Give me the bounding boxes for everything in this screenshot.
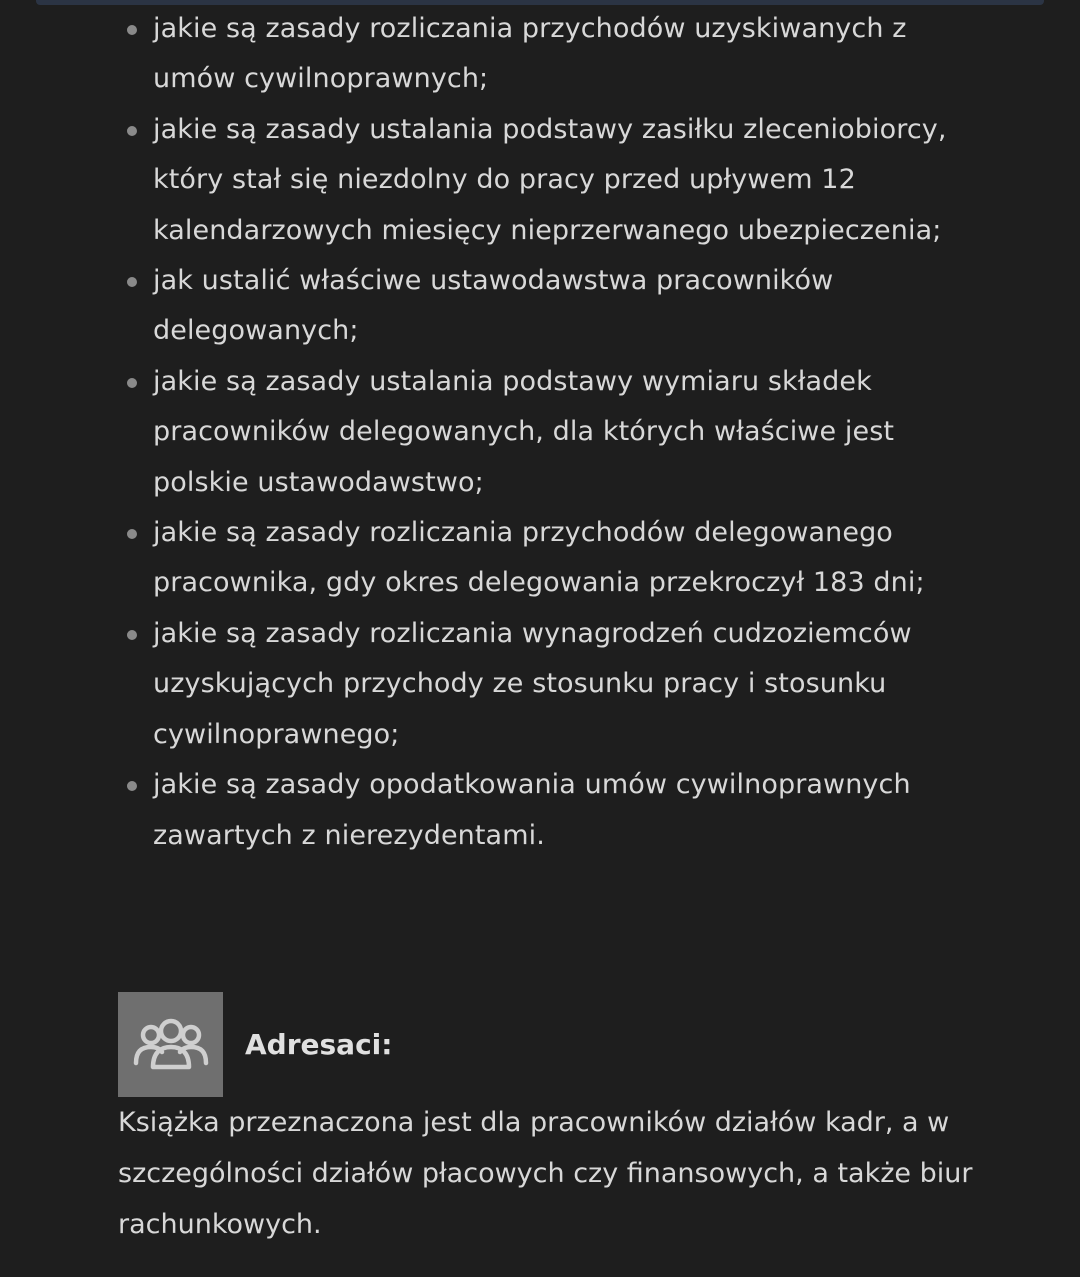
bullet-dot [127,378,137,388]
list-item-text: jakie są zasady opodatkowania umów cywilnoprawnych zawartych z nierezydentami. [153,769,911,851]
bullet-dot [127,25,137,35]
list-item [0,760,953,861]
bullet-dot [127,277,137,287]
addressees-text: Książka przeznaczona jest dla pracowników działów kadr, a w szczególności działów płacowych czy finansowych, a także biur rachunkowych. [118,1107,973,1240]
addressees-title: Adresaci: [245,1028,393,1061]
list-item [0,508,953,609]
list-item [0,256,953,357]
addressees-header [118,992,988,1097]
list-item [0,357,953,508]
topics-list [0,4,953,861]
bullet-dot [127,529,137,539]
list-item-text: jakie są zasady rozliczania przychodów uzyskiwanych z umów cywilnoprawnych; [153,13,907,95]
users-group-icon [118,992,223,1097]
list-item-text: jak ustalić właściwe ustawodawstwa pracowników delegowanych; [153,265,834,347]
bullet-dot [127,630,137,640]
list-item [0,105,953,256]
list-item-text: jakie są zasady ustalania podstawy zasiłku zleceniobiorcy, który stał się niezdolny do pracy przed upływem 12 kalendarzowych miesięcy nieprzerwanego ubezpieczenia; [153,113,947,246]
list-item-text: jakie są zasady ustalania podstawy wymiaru składek pracowników delegowanych, dla których właściwe jest polskie ustawodawstwo; [153,365,895,498]
list-item [0,609,953,760]
bullet-dot [127,126,137,136]
list-item-text: jakie są zasady rozliczania wynagrodzeń cudzoziemców uzyskujących przychody ze stosunku pracy i stosunku cywilnoprawnego; [153,617,912,750]
list-item [0,4,953,105]
addressees-section [118,992,988,1277]
list-item-text: jakie są zasady rozliczania przychodów delegowanego pracownika, gdy okres delegowania przekroczył 183 dni; [153,517,925,599]
bullet-dot [127,781,137,791]
